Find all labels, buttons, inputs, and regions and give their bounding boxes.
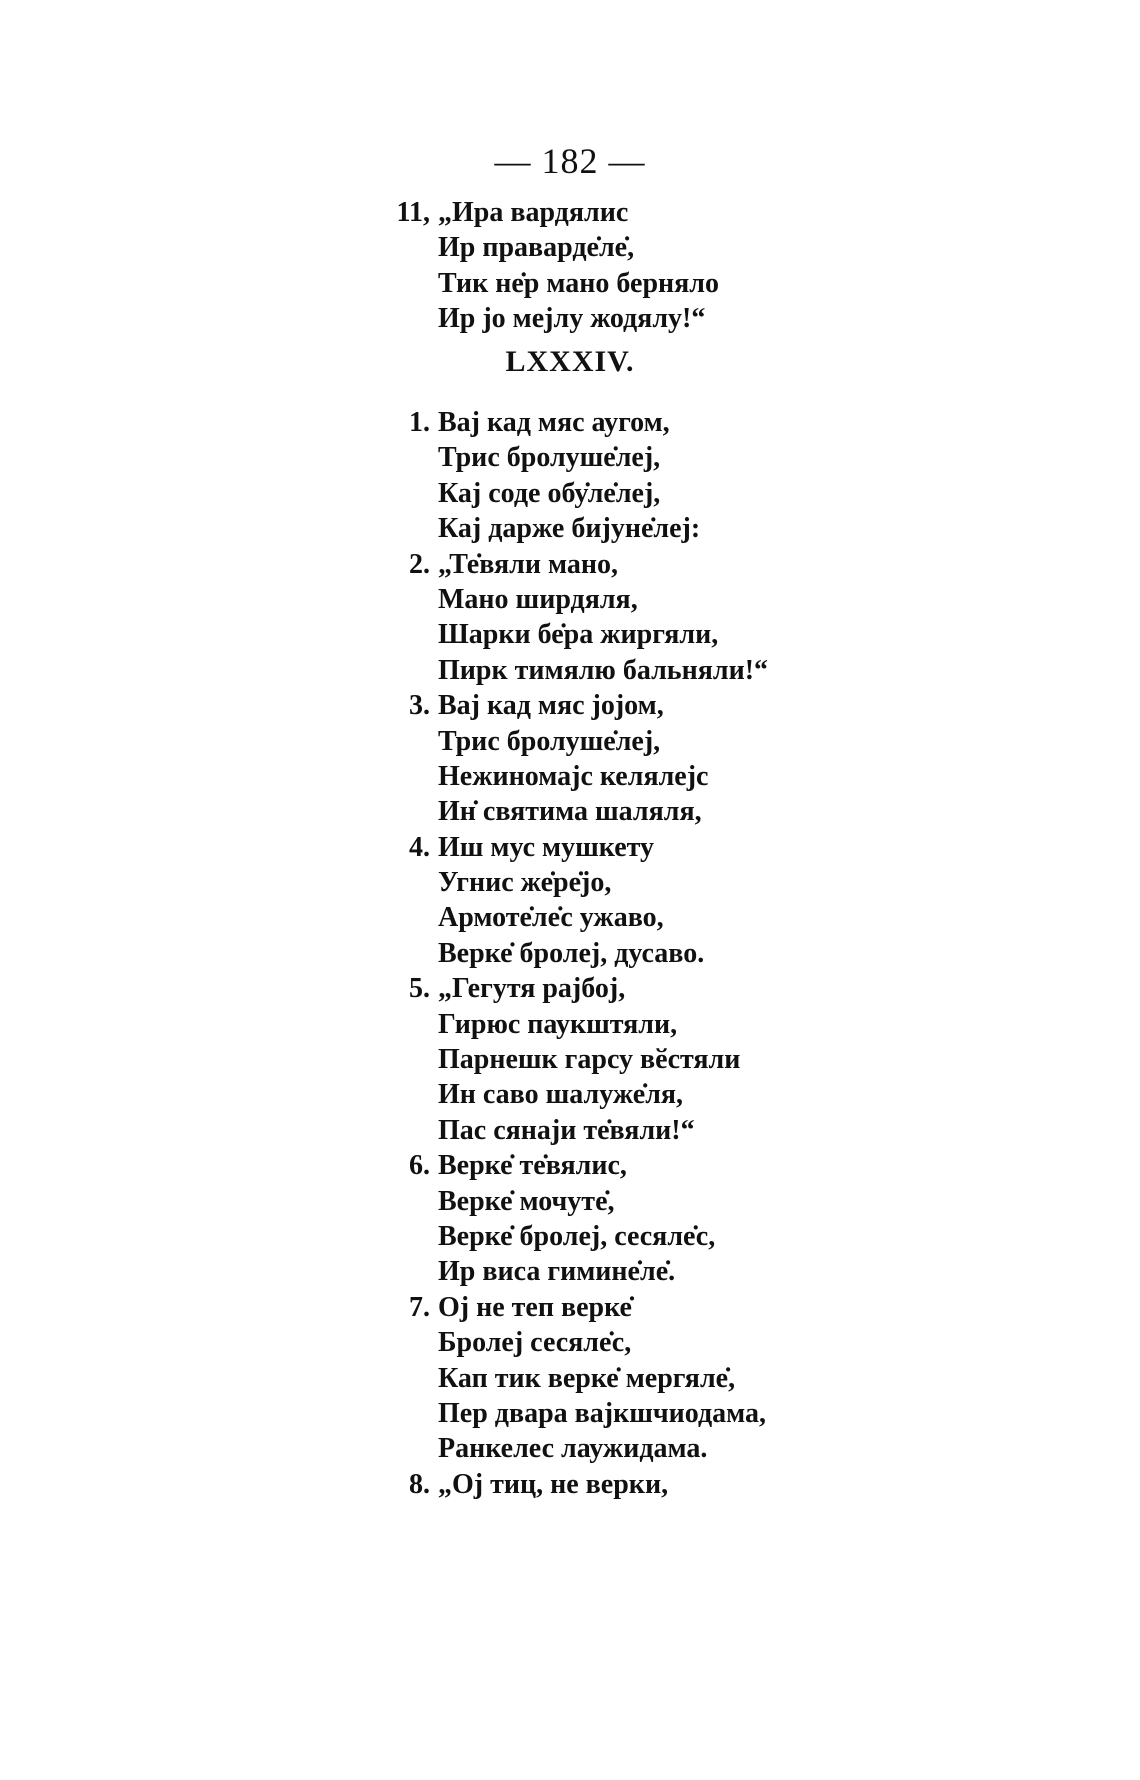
stanza: [380, 688, 1080, 830]
verse-text: Армоте̇ле̇с ужаво,: [438, 902, 664, 934]
verse-line: [380, 1077, 1080, 1112]
verse-line: [380, 1467, 1080, 1502]
verse-line: [380, 900, 1080, 935]
verse-line: [380, 865, 1080, 900]
verse-text: Трис бролуше̇лej,: [438, 725, 661, 757]
verse-text: Вај кад мяс аугом,: [438, 407, 670, 438]
verse-line: [380, 440, 1080, 475]
verse-text: Ир јо мејлу жодялу!“: [438, 303, 706, 335]
stanza-number: 5.: [409, 973, 430, 1005]
stanza-number: 4.: [409, 831, 430, 863]
verse-text: Иш мус мушкету: [438, 831, 655, 863]
verse-line: [380, 547, 1080, 582]
verse-line: [380, 1007, 1080, 1042]
verse-line: [380, 1148, 1080, 1183]
verse-text: Ој не теп верке̇: [438, 1291, 632, 1323]
verse-line: [380, 476, 1080, 511]
verse-text: „Гегутя рајбој,: [438, 973, 626, 1005]
stanza: [380, 971, 1080, 1148]
verse-text: Верке̇ бролеј, сесяле̇с,: [438, 1220, 716, 1252]
verse-text: „Те̇вяли мано,: [438, 548, 618, 580]
verse-text: Угнис же̇ре̇јо,: [438, 867, 612, 899]
poem-body: [380, 405, 1080, 1502]
verse-line: [380, 1325, 1080, 1360]
verse-text: Ранкелес лаужидама.: [438, 1433, 708, 1465]
verse-text: Верке̇ мочуте̇,: [438, 1185, 615, 1217]
verse-text: Нежиномајс келялејс: [438, 760, 709, 792]
stanza-number: 8.: [409, 1468, 430, 1500]
verse-text: Шарки бе̇ра жиргяли,: [438, 619, 719, 651]
verse-line: [380, 1431, 1080, 1466]
verse-text: Ир праварде̇ле̇,: [438, 232, 635, 264]
verse-line: [380, 971, 1080, 1006]
verse-line: [380, 653, 1080, 688]
verse-line: [380, 1113, 1080, 1148]
stanza: [380, 1148, 1080, 1290]
section-title: LXXXIV.: [505, 345, 635, 378]
stanza-number: 6.: [409, 1150, 430, 1182]
verse-line: [380, 1254, 1080, 1289]
verse-line: [380, 405, 1080, 440]
verse-text: Верке̇ бролеј, дусаво.: [438, 937, 705, 969]
verse-text: Мано ширдяля,: [438, 583, 638, 615]
verse-text: „Ој тиц, не верки,: [438, 1468, 669, 1500]
verse-line: [380, 830, 1080, 865]
stanza: [380, 1467, 1080, 1502]
verse-line: [380, 1396, 1080, 1431]
stanza: [380, 547, 1080, 689]
verse-text: Парнешк гарсу вӗстяли: [438, 1044, 741, 1076]
verse-text: Ир виса гимине̇ле̇.: [438, 1256, 676, 1288]
stanza-number: 2.: [409, 548, 430, 580]
verse-text: Гирюс паукштяли,: [438, 1008, 678, 1040]
verse-line: [380, 1361, 1080, 1396]
verse-line: [380, 794, 1080, 829]
verse-line: [380, 195, 1080, 230]
verse-text: Верке̇ те̇вялис,: [438, 1150, 627, 1182]
stanza-11: [380, 195, 1080, 337]
verse-line: [380, 582, 1080, 617]
verse-text: Тик не̇р мано берняло: [438, 267, 720, 299]
verse-text: Трис бролуше̇лej,: [438, 442, 661, 474]
verse-line: [380, 759, 1080, 794]
stanza-number: 3.: [409, 690, 430, 722]
verse-text: Ин саво шалуже̇ля,: [438, 1079, 684, 1111]
verse-line: [380, 936, 1080, 971]
verse-text: „Ира вардялис: [438, 197, 629, 228]
verse-text: Кај дарже бијуне̇лej:: [438, 513, 701, 545]
verse-text: Пер двара вајкшчиодама,: [438, 1397, 767, 1429]
verse-text: Пирк тимялю бальняли!“: [438, 654, 769, 686]
verse-line: [380, 617, 1080, 652]
verse-text: Пас сянаји те̇вяли!“: [438, 1114, 695, 1146]
verse-text: Кај соде обу̇ле̇лej,: [438, 477, 661, 509]
stanza-number: 11,: [396, 197, 430, 228]
stanza: [380, 405, 1080, 547]
verse-line: [380, 688, 1080, 723]
verse-line: [380, 301, 1080, 336]
verse-line: [380, 511, 1080, 546]
stanza: [380, 1290, 1080, 1467]
page-number: — 182 —: [494, 141, 646, 181]
verse-text: Вај кад мяс јојом,: [438, 690, 664, 722]
stanza-number: 7.: [409, 1291, 430, 1323]
verse-text: Ин̇ святима шаляля,: [438, 796, 702, 828]
verse-text: Бролеј сесяле̇с,: [438, 1327, 632, 1359]
verse-line: [380, 1219, 1080, 1254]
verse-line: [380, 1042, 1080, 1077]
stanza: [380, 830, 1080, 972]
verse-text: Кап тик верке̇ мергяле̇,: [438, 1362, 736, 1394]
verse-line: [380, 1290, 1080, 1325]
verse-line: [380, 230, 1080, 265]
verse-line: [380, 1184, 1080, 1219]
verse-line: [380, 724, 1080, 759]
verse-line: [380, 266, 1080, 301]
stanza-number: 1.: [409, 407, 430, 438]
